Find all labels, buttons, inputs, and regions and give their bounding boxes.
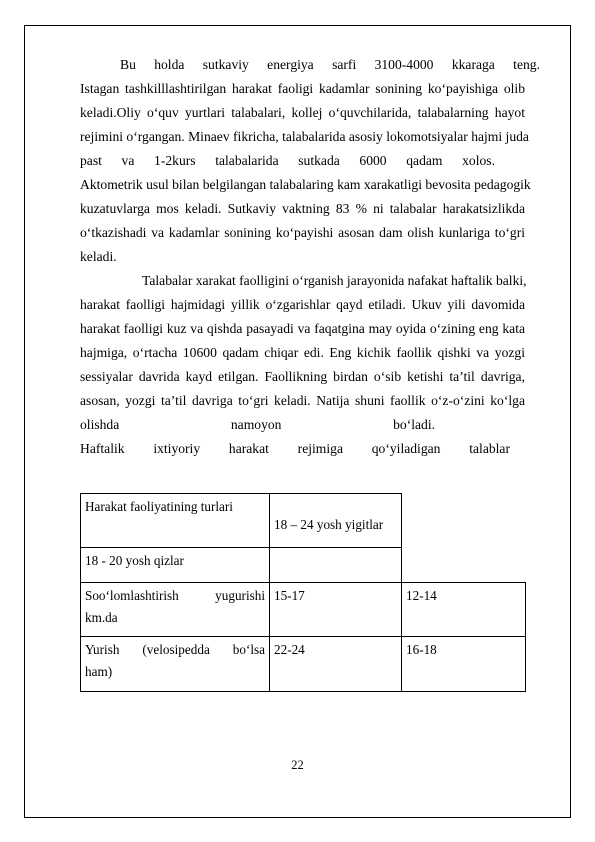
row2-women-value: [401, 636, 526, 692]
row2-label-line1: Yurish (velosipedda bo‘lsa: [85, 642, 265, 657]
paragraph2-line-1: Talabalar xarakat faolligini o‘rganish jarayonida nafakat haftalik balki,: [142, 273, 527, 288]
table-header-activity: [80, 493, 270, 548]
row1-women-value: [401, 582, 526, 637]
row2-label-line2: ham): [85, 664, 113, 679]
paragraph1-line-1: Bu holda sutkaviy energiya sarfi 3100-4000 kkaraga teng.: [120, 57, 540, 72]
paragraph1-line-6: Aktometrik usul bilan belgilangan talabalaring kam xarakatligi bevosita pedagogik: [80, 177, 531, 192]
paragraph1-line-4: rejimini o‘rgangan. Minaev fikricha, talabalarida asosiy lokomotsiyalar hajmi juda: [80, 129, 529, 144]
table-row: [80, 582, 270, 637]
paragraph2-line-8: Haftalik ixtiyoriy harakat rejimiga qo‘yiladigan talablar: [80, 441, 510, 456]
paragraph1-line-8: o‘tkazishadi va kadamlar sonining ko‘payishi asosan dam olish kunlariga to‘gri: [80, 225, 525, 240]
table-subheader-women-label: 18 - 20 yosh qizlar: [85, 553, 184, 568]
table-header-men: [269, 493, 402, 548]
paragraph2-line-7: olishda namoyon bo‘ladi.: [80, 417, 435, 432]
paragraph1-line-7: kuzatuvlarga mos keladi. Sutkaviy vaktning 83 % ni talabalar harakatsizlikda: [80, 201, 525, 216]
row1-men-text: 15-17: [274, 588, 305, 603]
paragraph2-line-3: harakat faolligi kuz va qishda pasayadi va faqatgina may oyida o‘zining eng kata: [80, 321, 525, 336]
paragraph1-line-3: keladi.Oliy o‘quv yurtlari talabalari, kollej o‘quvchilarida, talabalarning hayot: [80, 105, 525, 120]
paragraph1-line-9: keladi.: [80, 249, 117, 264]
row2-men-text: 22-24: [274, 642, 305, 657]
row1-men-value: [269, 582, 402, 637]
table-subheader-women: [80, 547, 270, 583]
row1-women-text: 12-14: [406, 588, 437, 603]
paragraph2-line-6: asosan, yozgi ta’til davriga to‘gri keladi. Natija shuni faollik o‘z-o‘zini ko‘lga: [80, 393, 525, 408]
paragraph2-line-2: harakat faolligi hajmidagi yillik o‘zgarishlar qayd etiladi. Ukuv yili davomida: [80, 297, 525, 312]
page-number: 22: [291, 758, 304, 772]
table-subheader-empty: [269, 547, 402, 583]
table-header-men-label: 18 – 24 yosh yigitlar: [274, 517, 384, 532]
paragraph2-line-5: sessiyalar davrida kayd etilgan. Faollikning birdan o‘sib ketishi ta’til davriga,: [80, 369, 525, 384]
table-row: [80, 636, 270, 692]
table-header-activity-label: Harakat faoliyatining turlari: [85, 499, 233, 514]
row2-men-value: [269, 636, 402, 692]
paragraph1-line-5: past va 1-2kurs talabalarida sutkada 6000 qadam xolos.: [80, 153, 495, 168]
row2-women-text: 16-18: [406, 642, 437, 657]
row1-label-line1: Soo‘lomlashtirish yugurishi: [85, 588, 265, 603]
paragraph2-line-4: hajmiga, o‘rtacha 10600 qadam chiqar edi. Eng kichik faollik qishki va yozgi: [80, 345, 525, 360]
paragraph1-line-2: Istagan tashkilllashtirilgan harakat faoligi kadamlar sonining ko‘payishiga olib: [80, 81, 525, 96]
row1-label-line2: km.da: [85, 610, 118, 625]
